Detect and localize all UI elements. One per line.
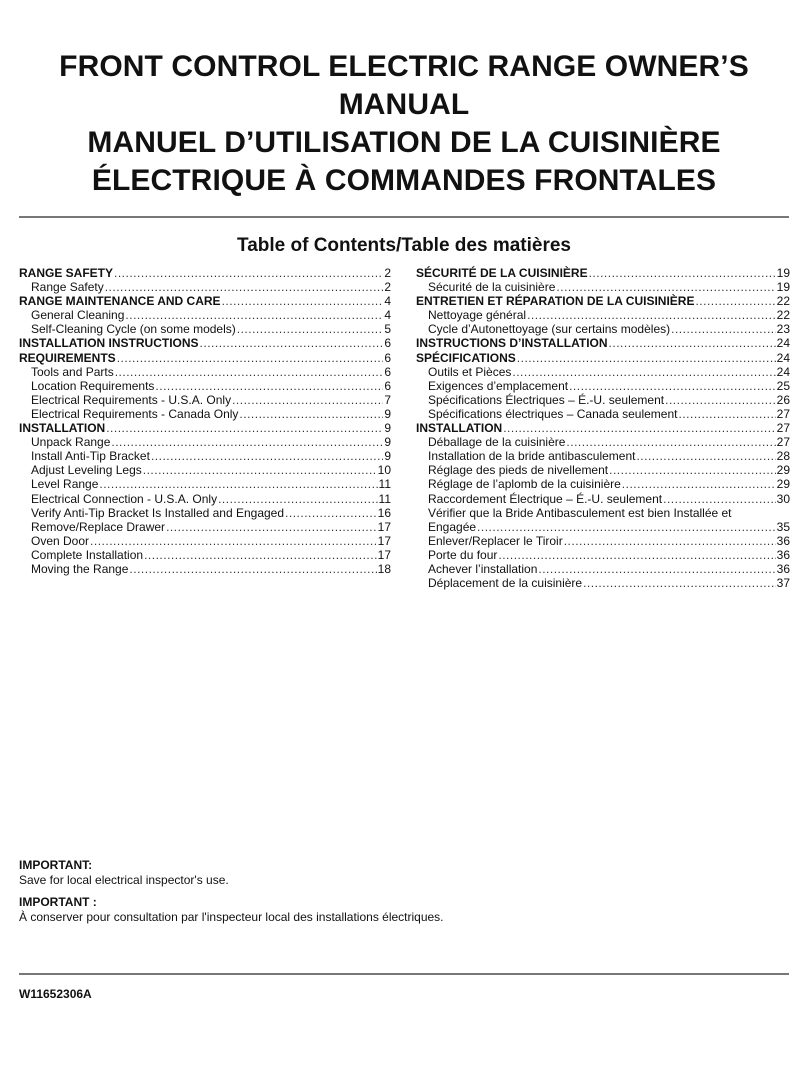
toc-subsection-entry[interactable] <box>416 534 790 548</box>
dot-leader <box>589 266 776 280</box>
toc-page-number: 23 <box>776 322 790 337</box>
dot-leader <box>285 506 377 520</box>
toc-entry-label: SPÉCIFICATIONS <box>416 350 516 365</box>
toc-entry-label: Sécurité de la cuisinière <box>428 280 556 295</box>
toc-entry-label: Spécifications Électriques – É.-U. seulement <box>428 392 665 407</box>
dot-leader <box>512 365 775 379</box>
toc-page-number: 7 <box>384 392 391 407</box>
dot-leader <box>106 421 383 435</box>
toc-entry-label: Spécifications électriques – Canada seulement <box>428 406 678 421</box>
toc-entry-label: INSTRUCTIONS D’INSTALLATION <box>416 336 608 351</box>
toc-subsection-entry[interactable] <box>19 492 391 506</box>
toc-page-number: 6 <box>384 364 391 379</box>
toc-subsection-entry[interactable] <box>19 520 391 534</box>
toc-subsection-entry[interactable] <box>19 463 391 477</box>
toc-entry-label: Porte du four <box>428 547 498 562</box>
toc-entry-label: REQUIREMENTS <box>19 350 116 365</box>
toc-entry-label: Outils et Pièces <box>428 364 512 379</box>
toc-entry-label: SÉCURITÉ DE LA CUISINIÈRE <box>416 266 588 280</box>
toc-entry-label: Remove/Replace Drawer <box>31 519 166 534</box>
toc-page-number: 11 <box>378 491 391 506</box>
toc-subsection-entry[interactable] <box>416 492 790 506</box>
manual-title <box>30 48 778 200</box>
toc-entry-label: INSTALLATION <box>19 421 106 436</box>
toc-subsection-entry[interactable] <box>19 506 391 520</box>
dot-leader <box>622 477 776 491</box>
toc-subsection-entry[interactable] <box>19 534 391 548</box>
dot-leader <box>566 435 775 449</box>
dot-leader <box>222 294 384 308</box>
toc-column-french <box>416 266 790 590</box>
toc-page-number: 26 <box>776 392 790 407</box>
toc-page-number: 5 <box>384 322 391 337</box>
toc-page-number: 18 <box>377 561 391 576</box>
toc-subsection-entry[interactable] <box>19 477 391 491</box>
toc-page-number: 17 <box>377 519 391 534</box>
dot-leader <box>636 449 775 463</box>
toc-page-number: 37 <box>776 576 790 591</box>
toc-entry-label: Install Anti-Tip Bracket <box>31 449 150 464</box>
dot-leader <box>517 351 776 365</box>
toc-page-number: 4 <box>384 308 391 323</box>
toc-entry-label: Installation de la bride antibasculement <box>428 449 636 464</box>
toc-page-number: 36 <box>776 561 790 576</box>
toc-section-entry[interactable] <box>19 294 391 308</box>
toc-entry-label: Adjust Leveling Legs <box>31 463 142 478</box>
dot-leader <box>143 463 377 477</box>
dot-leader <box>663 492 776 506</box>
dot-leader <box>556 280 775 294</box>
toc-entry-label: Achever l’installation <box>428 561 538 576</box>
important-notice-french <box>19 895 789 924</box>
toc-entry-label: Engagée <box>428 519 477 534</box>
dot-leader <box>498 548 775 562</box>
dot-leader <box>114 266 383 280</box>
top-divider <box>19 216 789 218</box>
dot-leader <box>239 407 383 421</box>
toc-entry-label: Location Requirements <box>31 378 155 393</box>
toc-subsection-entry[interactable] <box>19 365 391 379</box>
toc-subsection-entry[interactable] <box>416 477 790 491</box>
toc-entry-label: Raccordement Électrique – É.-U. seulement <box>428 491 663 506</box>
toc-page-number: 11 <box>378 477 391 492</box>
toc-entry-label: Déballage de la cuisinière <box>428 435 566 450</box>
dot-leader <box>129 562 376 576</box>
toc-entry-label: INSTALLATION INSTRUCTIONS <box>19 336 199 351</box>
toc-entry-label: Cycle d’Autonettoyage (sur certains modèles) <box>428 322 671 337</box>
toc-subsection-entry[interactable] <box>416 322 790 336</box>
toc-subsection-entry[interactable] <box>416 562 790 576</box>
dot-leader <box>200 336 384 350</box>
toc-subsection-entry[interactable] <box>416 449 790 463</box>
dot-leader <box>218 492 377 506</box>
toc-page-number: 29 <box>776 477 790 492</box>
toc-page-number: 30 <box>776 491 790 506</box>
toc-section-entry[interactable] <box>19 336 391 350</box>
toc-subsection-entry[interactable] <box>416 379 790 393</box>
toc-page-number: 17 <box>377 533 391 548</box>
toc-subsection-entry[interactable] <box>416 548 790 562</box>
toc-page-number: 2 <box>384 266 391 280</box>
dot-leader <box>99 477 377 491</box>
dot-leader <box>166 520 377 534</box>
toc-page-number: 2 <box>384 280 391 295</box>
toc-entry-label: Réglage des pieds de nivellement <box>428 463 609 478</box>
toc-page-number: 10 <box>377 463 391 478</box>
dot-leader <box>609 463 776 477</box>
toc-page-number: 36 <box>776 547 790 562</box>
toc-entry-label: RANGE SAFETY <box>19 266 114 280</box>
toc-page-number: 28 <box>776 449 790 464</box>
toc-entry-label: Nettoyage général <box>428 308 527 323</box>
dot-leader <box>609 336 776 350</box>
toc-subsection-entry[interactable] <box>19 308 391 322</box>
dot-leader <box>115 365 384 379</box>
dot-leader <box>111 435 383 449</box>
dot-leader <box>117 351 384 365</box>
toc-page-number: 36 <box>776 533 790 548</box>
dot-leader <box>678 407 775 421</box>
toc-subsection-entry[interactable] <box>416 280 790 294</box>
dot-leader <box>695 294 775 308</box>
dot-leader <box>527 308 776 322</box>
toc-entry-label: Verify Anti-Tip Bracket Is Installed and Engaged <box>31 505 285 520</box>
toc-entry-label: Tools and Parts <box>31 364 114 379</box>
bottom-divider <box>19 973 789 975</box>
toc-entry-label: Electrical Requirements - U.S.A. Only <box>31 392 232 407</box>
toc-page-number: 27 <box>776 406 790 421</box>
important-heading-english: IMPORTANT: <box>19 858 93 872</box>
toc-page-number: 9 <box>384 406 391 421</box>
dot-leader <box>503 421 775 435</box>
toc-entry-label: Electrical Connection - U.S.A. Only <box>31 491 218 506</box>
dot-leader <box>477 520 776 534</box>
dot-leader <box>583 576 776 590</box>
toc-entry-label: Complete Installation <box>31 547 144 562</box>
toc-subsection-entry[interactable] <box>416 407 790 421</box>
toc-heading: Table of Contents/Table des matières <box>237 235 571 256</box>
toc-page-number: 19 <box>776 266 790 280</box>
toc-subsection-entry[interactable] <box>416 435 790 449</box>
dot-leader <box>237 322 384 336</box>
toc-page-number: 6 <box>384 378 391 393</box>
toc-entry-label: Moving the Range <box>31 561 129 576</box>
toc-subsection-entry[interactable] <box>19 449 391 463</box>
toc-section-entry[interactable] <box>19 266 391 280</box>
toc-section-entry[interactable] <box>19 421 391 435</box>
dot-leader <box>151 449 383 463</box>
toc-entry-label: Exigences d’emplacement <box>428 378 569 393</box>
dot-leader <box>538 562 775 576</box>
toc-subsection-entry[interactable] <box>416 576 790 590</box>
toc-page-number: 25 <box>776 378 790 393</box>
title-line-2: MANUAL <box>338 88 470 121</box>
toc-entry-label: ENTRETIEN ET RÉPARATION DE LA CUISINIÈRE <box>416 294 695 309</box>
toc-page-number: 9 <box>384 435 391 450</box>
toc-page-number: 24 <box>776 336 790 351</box>
toc-entry-label: Self-Cleaning Cycle (on some models) <box>31 322 236 337</box>
toc-entry-label: General Cleaning <box>31 308 125 323</box>
toc-entry-label: Déplacement de la cuisinière <box>428 576 583 591</box>
toc-page-number: 24 <box>776 364 790 379</box>
toc-entry-label: Level Range <box>31 477 99 492</box>
dot-leader <box>232 393 383 407</box>
toc-page-number: 27 <box>776 435 790 450</box>
document-number: W11652306A <box>19 987 92 1001</box>
important-text-english: Save for local electrical inspector's use. <box>19 872 229 887</box>
dot-leader <box>564 534 776 548</box>
toc-page-number: 9 <box>384 449 391 464</box>
toc-page-number: 9 <box>384 421 391 436</box>
toc-section-entry[interactable] <box>416 351 790 365</box>
toc-section-entry[interactable] <box>416 336 790 350</box>
dot-leader <box>569 379 776 393</box>
toc-entry-label: INSTALLATION <box>416 421 503 436</box>
toc-subsection-entry[interactable] <box>19 393 391 407</box>
title-line-3: MANUEL D’UTILISATION DE LA CUISINIÈRE <box>87 126 721 159</box>
toc-subsection-entry[interactable] <box>19 562 391 576</box>
toc-subsection-entry[interactable] <box>19 379 391 393</box>
important-notice-english <box>19 858 789 887</box>
toc-section-entry[interactable] <box>416 266 790 280</box>
toc-entry-label: Unpack Range <box>31 435 111 450</box>
dot-leader <box>155 379 383 393</box>
toc-section-entry[interactable] <box>416 421 790 435</box>
toc-entry-label: Oven Door <box>31 533 90 548</box>
dot-leader <box>144 548 377 562</box>
toc-entry-label: Enlever/Replacer le Tiroir <box>428 533 563 548</box>
dot-leader <box>105 280 384 294</box>
toc-page-number: 6 <box>384 336 391 351</box>
toc-page-number: 4 <box>384 294 391 309</box>
toc-section-entry[interactable] <box>416 294 790 308</box>
dot-leader <box>671 322 776 336</box>
toc-page-number: 22 <box>776 294 790 309</box>
important-heading-french: IMPORTANT : <box>19 895 97 909</box>
dot-leader <box>90 534 377 548</box>
toc-page-number: 19 <box>776 280 790 295</box>
toc-page-number: 22 <box>776 308 790 323</box>
toc-subsection-entry[interactable] <box>19 280 391 294</box>
toc-entry-label: RANGE MAINTENANCE AND CARE <box>19 294 221 309</box>
toc-entry-label: Range Safety <box>31 280 104 295</box>
toc-subsection-entry[interactable] <box>416 308 790 322</box>
toc-entry-label[interactable]: Vérifier que la Bride Antibasculement est bien Installée et <box>428 505 732 520</box>
dot-leader <box>665 393 776 407</box>
toc-page-number: 27 <box>776 421 790 436</box>
toc-subsection-entry[interactable] <box>416 365 790 379</box>
toc-page-number: 17 <box>377 547 391 562</box>
toc-entry-label: Electrical Requirements - Canada Only <box>31 406 239 421</box>
important-text-french: À conserver pour consultation par l'inspecteur local des installations électriques. <box>19 909 444 924</box>
toc-section-entry[interactable] <box>19 351 391 365</box>
toc-page-number: 6 <box>384 350 391 365</box>
title-line-1: FRONT CONTROL ELECTRIC RANGE OWNER’S <box>59 50 749 83</box>
dot-leader <box>125 308 383 322</box>
title-line-4: ÉLECTRIQUE À COMMANDES FRONTALES <box>91 164 717 197</box>
toc-page-number: 24 <box>776 350 790 365</box>
toc-subsection-entry[interactable] <box>19 407 391 421</box>
toc-subsection-entry[interactable] <box>19 548 391 562</box>
toc-subsection-entry[interactable] <box>416 520 790 534</box>
toc-page-number: 29 <box>776 463 790 478</box>
toc-entry-label: Réglage de l’aplomb de la cuisinière <box>428 477 621 492</box>
toc-page-number: 35 <box>776 519 790 534</box>
toc-page-number: 16 <box>377 505 391 520</box>
toc-subsection-entry[interactable] <box>416 463 790 477</box>
toc-column-english <box>19 266 391 576</box>
toc-subsection-entry[interactable] <box>19 435 391 449</box>
toc-subsection-entry[interactable] <box>416 393 790 407</box>
toc-subsection-entry[interactable] <box>19 322 391 336</box>
